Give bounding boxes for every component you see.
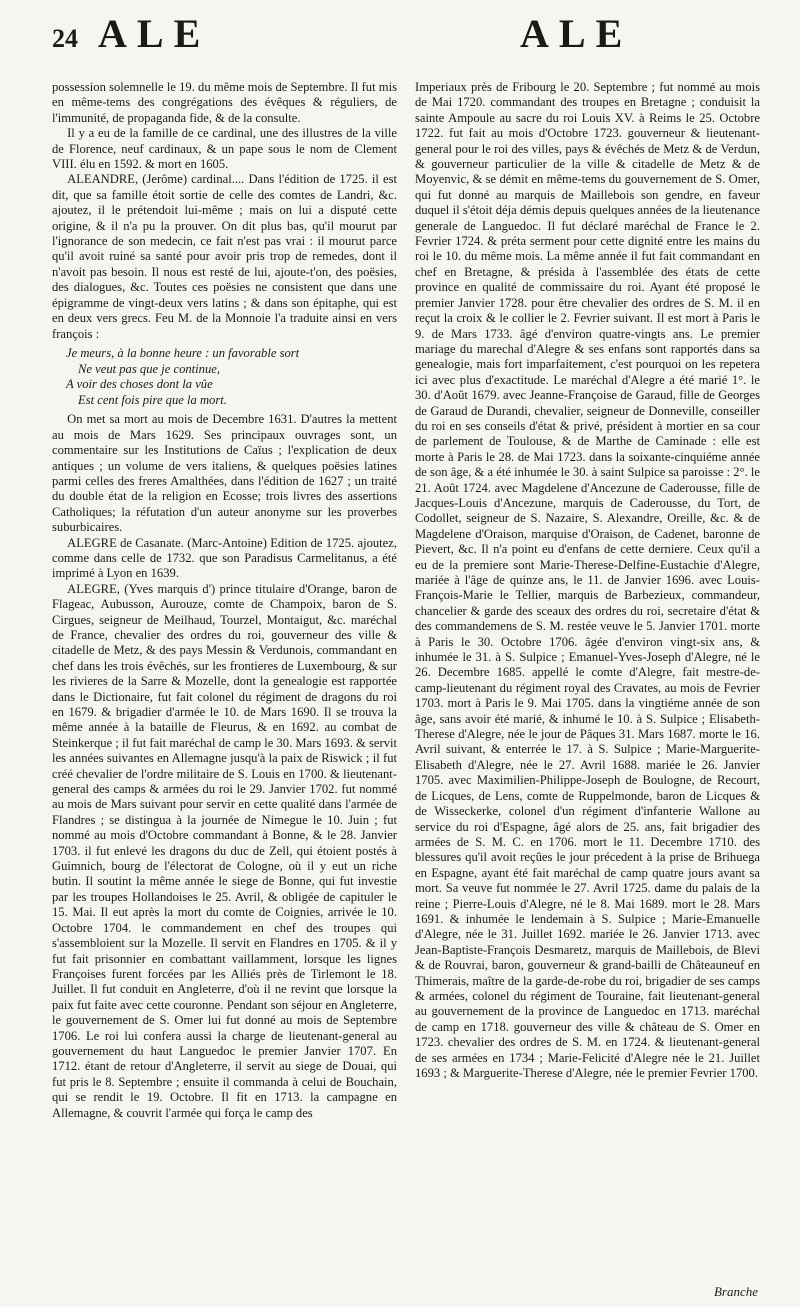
verse-epitaph bbox=[66, 346, 397, 408]
catchword: Branche bbox=[713, 1284, 758, 1299]
paragraph: Imperiaux près de Fribourg le 20. Septembre ; fut nommé au mois de Mai 1720. commandant des troupes en Bretagne ; conduisit la sainte Ampoule au sacre du roi Louis XV. à Reims le 25. Octobre 1722. fut fait au mois d'Octobre 1723. gouverneur & lieutenant-general pour le roi des villes, pays & évêchés de Metz & de Verdun, & gouverneur particulier de la ville & citadelle de Metz & de Moyenvic, & se démit en même-tems du gouvernement de S. Omer, qui fut donné au marquis de Maillebois son gendre, en faveur duquel il s'étoit déja démis depuis quelques années de la lieutenance generale de Languedoc. Il fut déclaré maréchal de France le 2. Fevrier 1724. & préta serment pour cette dignité entre les mains du roi le 10. du même mois. La même année il fut fait commandant en chef en Bretagne, & présida à l'assemblée des états de cette province en qualité de commissaire du roi. Ayant été proposé le premier Janvier 1728. pour être chevalier des ordres de S. M. il en reçut la croix & le collier le 2. Fevrier suivant. Il est mort à Paris le 9. de Mars 1733. âgé d'environ quatre-vingts ans. Le premier mariage du marechal d'Alegre & ses enfans sont rapportés dans sa genealogie, mais fort imparfaitement, c'est pourquoi on les repetera ici avec plus d'exactitude. Le maréchal d'Alegre a été marié 1°. le 30. d'Août 1679. avec Jeanne-Françoise de Garaud, fille de Georges de Garaud de Durandi, chevalier, seigneur de Donneville, conseiller du roi en ses conseils d'état & privé, président à mortier en sa cour de parlement de Toulouse, & de Marthe de Caminade : elle est morte à Paris le 28. de Mai 1723. dans la soixante-cinquiéme année de son âge, & a été inhumée le 30. à saint Sulpice sa paroisse : 2°. le 21. Août 1724. avec Magdelene d'Ancezune de Caderousse, fille de Jacques-Louis d'Ancezune, marquis de Caderousse, du Tort, de Codollet, seigneur de S. Nazaire, S. Alexandre, Oreille, &c. & de Magdelene d'Oraison, marquise d'Oraison, de Cadenet, baronne de Pievert, &c. Il n'a point eu d'enfans de cette derniere. Ceux qu'il a eu de la premiere sont Marie-Therese-Delfine-Eustachie d'Alegre, mariée à l'âge de quinze ans, le 11. de Janvier 1696. avec Louis-François-Marie le Tellier, marquis de Barbezieux, commandeur, chancelier & garde des sceaux des ordres du roi, secretaire d'état & des commandemens de S. M. restée veuve le 5. Janvier 1701. morte à Paris le 30. Octobre 1706. âgée d'environ vingt-six ans, & inhumée le 31. à S. Sulpice ; Emanuel-Yves-Joseph d'Alegre, né le 26. Decembre 1685. appellé le comte d'Alegre, fait mestre-de-camp-lieutenant du régiment royal des Cravates, au mois de Fevrier 1703. mort à Paris le 9. Mai 1705. dans la vingtiéme année de son âge, sans avoir été marié, & inhumé le 10. à S. Sulpice ; Elisabeth-Therese d'Alegre, née le jour de Pâques 31. Mars 1687. morte le 16. Avril suivant, & enterrée le 17. à S. Sulpice ; Marie-Marguerite-Elisabeth d'Alegre, née le 27. Avril 1688. mariée le 26. Janvier 1705. avec Maximilien-Philippe-Joseph de Boulogne, de Recourt, de Licques, de Lens, comte de Ruppelmonde, baron de Licques & de Wisseckerke, colonel d'un régiment d'infanterie Wallone au service du roi d'Espagne, âgé alors de 25. ans, fait brigadier des armées de S. M. C. en 1706. mort le 11. Decembre 1710. des blessures qu'il avoit reçûes le jour précedent à la prise de Brihuega en Espagne, ayant été fait maréchal de camp quatre jours avant sa mort. Sa veuve fut nommée le 27. Avril 1725. dame du palais de la reine ; Pierre-Louis d'Alegre, né le 8. Mai 1689. mort le 28. Mars 1691. & inhumée le lendemain à S. Sulpice ; Marie-Emanuelle d'Alegre, née le 31. Juillet 1692. mariée le 26. Janvier 1713. avec Jean-Baptiste-François Desmaretz, marquis de Maillebois, de Blevi & de Rouvrai, baron, gouverneur & grand-bailli de Châteauneuf en Thimerais, maître de la garde-de-robe du roi, brigadier de ses camps & armées, colonel du régiment de Touraine, fait lieutenant-general au gouvernement de la province de Languedoc en 1713. maréchal de camp en 1718. gouverneur des ville & château de S. Omer en 1723. chevalier des ordres de S. M. en 1724. & lieutenant-general de ses armées en 1734 ; Marie-Felicité d'Alegre née le 21. Juillet 1693 ; & Marguerite-Therese d'Alegre, née le premier Fevrier 1700. bbox=[415, 80, 760, 1080]
verse-line: Est cent fois pire que la mort. bbox=[78, 392, 227, 407]
right-column bbox=[415, 80, 760, 1295]
verse-line: Je meurs, à la bonne heure : un favorable sort bbox=[66, 345, 300, 360]
paragraph: ALEGRE de Casanate. (Marc-Antoine) Edition de 1725. ajoutez, comme dans celle de 1732. que son Paradisus Carmelitanus, a été imprimé à Lyon en 1639. bbox=[52, 535, 397, 581]
verse-line: A voir des choses dont la vûe bbox=[66, 377, 213, 392]
page-header bbox=[0, 8, 800, 68]
running-head-left: ALE bbox=[98, 11, 211, 56]
page-number: 24 bbox=[52, 24, 78, 53]
left-column bbox=[52, 80, 397, 1295]
paragraph: ALEANDRE, (Jerôme) cardinal.... Dans l'édition de 1725. il est dit, que sa famille étoit sortie de celle des comtes de Landri, &c. ajoutez, il le prétendoit lui-même ; mais on lui a disputé cette origine, & il n'a pu la prouver. On dit plus bas, qu'il mourut par l'ignorance de son medecin, ce fait n'est pas vrai : il mourut parce qu'il avoit ruiné sa santé pour avoir pris trop de remedes, dont il n'avoit pas besoin. Il nous est resté de lui, ajoute-t'on, des poësies, des dialogues, &c. Toutes ces poësies ne consistent que dans une épigramme de vingt-deux vers latins ; & dans son épitaphe, qui est en deux vers grecs. Feu M. de la Monnoie l'a traduite ainsi en vers françois : bbox=[52, 172, 397, 341]
verse-line: Ne veut pas que je continue, bbox=[78, 361, 220, 376]
paragraph: ALEGRE, (Yves marquis d') prince titulaire d'Orange, baron de Flageac, Aubusson, Aurouze, comte de Champoix, baron de S. Cirgues, seigneur de Meilhaud, Tourzel, Montaigut, &c. maréchal de France, chevalier des ordres du roi, gouverneur des ville & citadelle de Metz, & des pays Messin & Verdunois, commandant en chef dans les trois évêchés, sur les frontieres de Luxembourg, & sur les rivieres de la Sarre & Mozelle, dont la genealogie est rapportée dans le Dictionaire, fut fait colonel du régiment de dragons du roi en 1679. & brigadier d'armée le 10. de Mars 1690. Il se trouva la même année à la bataille de Fleurus, & en 1692. au combat de Steinkerque ; il fut fait maréchal de camp le 30. Mars 1693. & servit les années suivantes en Allemagne jusqu'à la paix de Riswick ; il fut créé chevalier de l'ordre militaire de S. Louis en 1700. & lieutenant-general des camps & armées du roi le 29. Janvier 1702. fut nommé au mois de Mars suivant pour servir en cette qualité dans l'armée de Flandres ; se distingua à la journée de Nimegue le 10. Juin ; fut nommé au mois d'Octobre commandant à Bonne, & le 28. Janvier 1703. il fut enlevé les dragons du duc de Zell, qui étoient postés à Guimnich, bourg de l'électorat de Cologne, où il y eut un riche butin. Il soutint la même année le siege de Bonne, qui fut investie par les troupes Hollandoises le 25. Avril, & obligée de capituler le 15. Mai. Il eut après la mort du comte de Coignies, arrivée le 10. Octobre 1704. le commandement en chef des troupes qui s'assembloient sur la Mozelle. Il servit en Flandres en 1705. & il y fut fait prisonnier en combattant vaillamment, lorsque les lignes Françoises furent forcées par les Alliés près de Tirlemont le 18. Juillet. Il fut conduit en Angleterre, d'où il ne revint que lorsque la paix fut faite avec cette couronne. Pendant son séjour en Angleterre, le gouvernement de S. Omer lui fut donné au mois de Septembre 1706. Le roi lui confera aussi la charge de lieutenant-general au gouvernement du haut Languedoc le premier Janvier 1707. En 1712. étant de retour d'Angleterre, il servit au siege de Douai, qui fut pris le 8. Septembre ; ensuite il commanda à celui de Bouchain, qui se rendit le 19. Octobre. Il fit en 1713. la campagne en Allemagne, & couvrit l'armée qui força le camp des bbox=[52, 581, 397, 1120]
paragraph: On met sa mort au mois de Decembre 1631. D'autres la mettent au mois de Mars 1629. Ses principaux ouvrages sont, un commentaire sur les Institutions de Caïus ; l'explication de deux antiques ; un volume de vers italiens, & quelques poësies latines parmi celles des freres Amalthées, dans l'édition de 1627 ; un traité du double état de la religion en Ecosse; trois livres des assertions Catholiques; la réfutation d'un auteur anonyme sur les proverbes suburbicaires. bbox=[52, 412, 397, 535]
paragraph: Il y a eu de la famille de ce cardinal, une des illustres de la ville de Florence, neuf cardinaux, & un pape sous le nom de Clement VIII. élu en 1592. & mort en 1605. bbox=[52, 126, 397, 172]
paragraph: possession solemnelle le 19. du même mois de Septembre. Il fut mis en même-tems des congrégations des évêques & réguliers, de l'immunité, de propaganda fide, & de la consulte. bbox=[52, 80, 397, 125]
running-head-right: ALE bbox=[520, 11, 633, 56]
